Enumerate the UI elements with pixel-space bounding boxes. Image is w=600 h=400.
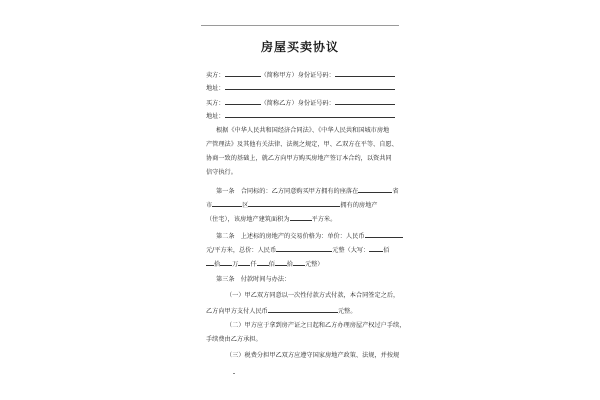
payment-unit: 元整。	[337, 308, 357, 315]
page-mark	[233, 373, 235, 374]
article1-line-1	[216, 186, 399, 196]
buyer-name-blank	[225, 98, 261, 105]
caps-bai-2: 佰	[268, 261, 275, 268]
article1-line-2	[206, 200, 378, 210]
caps-blank-7	[293, 259, 305, 266]
article3-item2-line1: （二）甲方应于拿到房产证之日起和乙方办理房屋产权过户手续，	[226, 322, 406, 329]
total-caps-label: 元整（大写：	[332, 247, 370, 254]
area-blank	[290, 214, 312, 221]
area-label: （住宅），该房地产建筑面积为	[206, 216, 290, 223]
preamble-line-4: 信守执行。	[206, 169, 237, 176]
caps-blank-5	[257, 259, 269, 266]
caps-blank-2	[206, 259, 214, 266]
seller-address-line	[206, 83, 395, 93]
total-price-blank	[276, 245, 332, 252]
article1-line-3	[206, 214, 336, 224]
seller-alias: （简称甲方）身份证号码：	[260, 72, 335, 79]
buyer-address-line	[206, 111, 395, 121]
article3-item1-line1: （一）甲乙双方同意以一次性付款方式付款，本合同签定之后，	[226, 292, 400, 299]
article2-line-2	[206, 245, 389, 255]
caps-shi-1: 拾	[214, 261, 221, 268]
article3-heading: 第三条 付款时间与办法：	[216, 276, 291, 283]
city-blank	[212, 200, 242, 207]
unit-price-blank	[365, 231, 403, 238]
document-title: 房屋买卖协议	[260, 40, 339, 54]
buyer-address-label: 地址：	[206, 113, 225, 120]
seller-address-label: 地址：	[206, 85, 225, 92]
payment-blank	[268, 306, 338, 313]
article1-text-1: 第一条 合同标的：乙方同意购买甲方拥有的座落在	[216, 188, 359, 195]
property-owned-label: 拥有的房地产	[340, 202, 378, 209]
buyer-line	[206, 98, 395, 108]
unit-price-unit: 元/平方米，总价：人民币	[206, 247, 277, 254]
payment-label: 乙方向甲方支付人民币	[206, 308, 268, 315]
preamble-line-1: 根据《中华人民共和国经济合同法》、《中华人民共和国城市房地	[216, 127, 390, 134]
article3-item3-line1: （三）税费分担甲乙双方应遵守国家房地产政策、法规，并按规	[226, 352, 400, 359]
preamble-line-3: 协商一致的基础上，就乙方向甲方购买房地产签订本合约，以资共同	[206, 155, 392, 162]
caps-yuan: 元整）	[304, 261, 324, 268]
location-blank	[248, 200, 340, 207]
article2-line-3	[206, 259, 324, 269]
article2-text-1: 第二条 上述标的房地产的交易价格为：单价：人民币	[216, 233, 365, 240]
district-label: 区	[242, 202, 249, 209]
article2-line-1	[216, 231, 403, 241]
caps-blank-3	[220, 259, 232, 266]
buyer-address-blank	[225, 111, 395, 118]
caps-blank-6	[275, 259, 287, 266]
province-blank	[358, 186, 392, 193]
caps-wan: 万	[232, 261, 239, 268]
article3-item1-line2	[206, 306, 356, 316]
caps-blank-4	[238, 259, 250, 266]
seller-id-blank	[335, 70, 395, 77]
buyer-label: 买方：	[206, 100, 225, 107]
province-label: 省	[392, 188, 399, 195]
area-unit: 平方米。	[311, 216, 337, 223]
seller-line	[206, 70, 395, 80]
caps-shi-2: 拾	[286, 261, 293, 268]
seller-name-blank	[225, 70, 261, 77]
city-label: 市	[206, 202, 213, 209]
preamble-line-2: 产管理法》及其他有关法律、法规之规定，甲、乙双方在平等、自愿、	[206, 141, 398, 148]
buyer-id-blank	[335, 98, 395, 105]
seller-address-blank	[225, 83, 395, 90]
caps-qian: 仟	[250, 261, 257, 268]
buyer-alias: （简称乙方）身份证号码：	[260, 100, 335, 107]
top-divider	[201, 25, 399, 26]
seller-label: 卖方：	[206, 72, 225, 79]
article3-item2-line2: 手续费由乙方承担。	[206, 336, 262, 343]
caps-blank-1	[369, 245, 383, 252]
caps-bai-1: 佰	[383, 247, 390, 254]
